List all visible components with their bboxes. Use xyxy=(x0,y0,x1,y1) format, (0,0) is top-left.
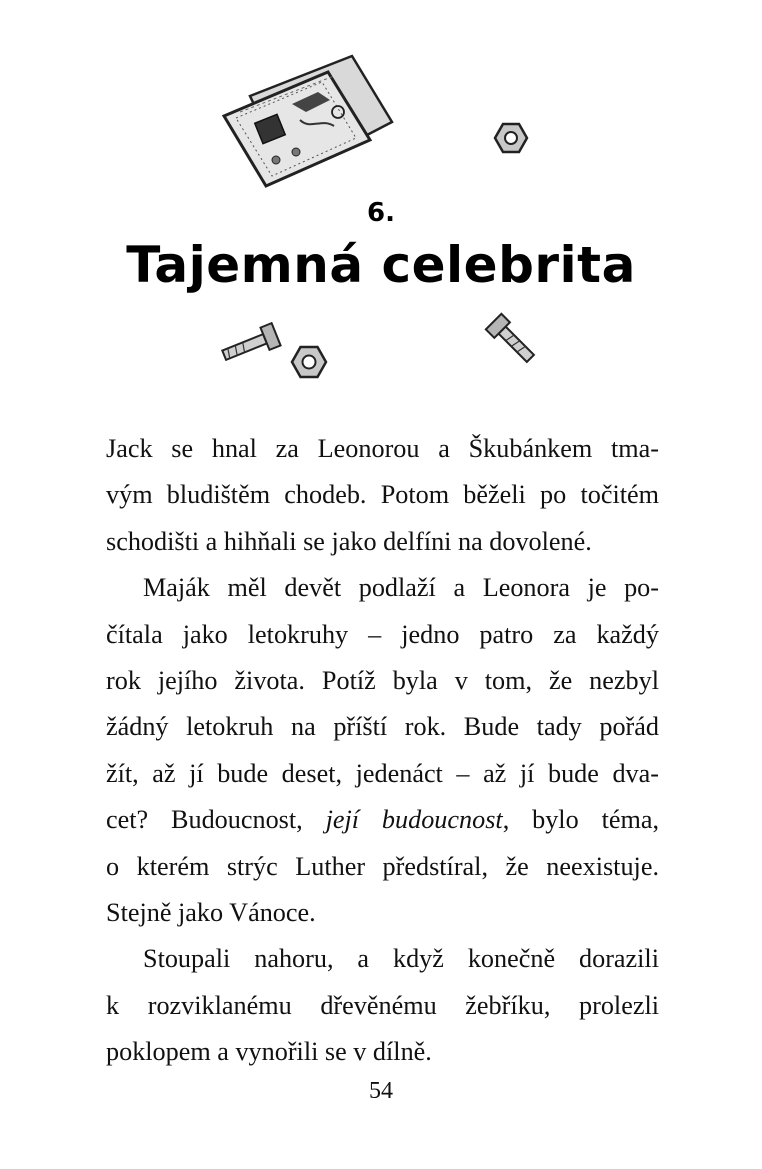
text-line: rok jejího života. Potíž byla v tom, že nezbyl xyxy=(106,666,659,696)
text-line: Stejně jako Vánoce. xyxy=(106,898,316,928)
text-line: Jack se hnal za Leonorou a Škubánkem tma- xyxy=(106,434,659,463)
text-line: žádný letokruh na příští rok. Bude tady pořád xyxy=(106,712,659,742)
paragraph-3 xyxy=(106,936,659,1075)
hex-nut-icon xyxy=(495,124,527,152)
chapter-number: 6. xyxy=(367,198,395,228)
circuit-board-icon xyxy=(224,56,392,186)
text-line: schodišti a hihňali se jako delfíni na dovolené. xyxy=(106,526,592,556)
text-line: žít, až jí bude deset, jedenáct – až jí bude dva- xyxy=(106,758,659,788)
bolt-icon xyxy=(220,323,281,366)
text-line: k rozviklanému dřevěnému žebříku, prolezli xyxy=(106,990,659,1020)
text-line: o kterém strýc Luther předstíral, že neexistuje. xyxy=(106,851,659,881)
text-line: Maják měl devět podlaží a Leonora je po- xyxy=(143,573,659,603)
hex-nut-icon-bottom xyxy=(292,347,326,377)
paragraph-1 xyxy=(106,426,659,565)
bolt-icon-right xyxy=(486,314,538,366)
paragraph-2 xyxy=(106,565,659,936)
body-text xyxy=(106,426,659,1076)
italic-phrase: její budoucnost xyxy=(325,805,503,835)
text-line: čítala jako letokruhy – jedno patro za každý xyxy=(106,619,659,649)
page-number: 54 xyxy=(369,1078,393,1104)
text-line-with-italic xyxy=(106,797,659,843)
text-line: poklopem a vynořili se v dílně. xyxy=(106,1037,432,1067)
chapter-title: Tajemná celebrita xyxy=(126,236,636,294)
text-line: vým bludištěm chodeb. Potom běželi po točitém xyxy=(106,480,659,510)
text-segment: , bylo téma, xyxy=(502,805,660,835)
text-segment: cet? Budoucnost, xyxy=(106,805,326,835)
text-line: Stoupali nahoru, a když konečně dorazili xyxy=(143,944,659,974)
